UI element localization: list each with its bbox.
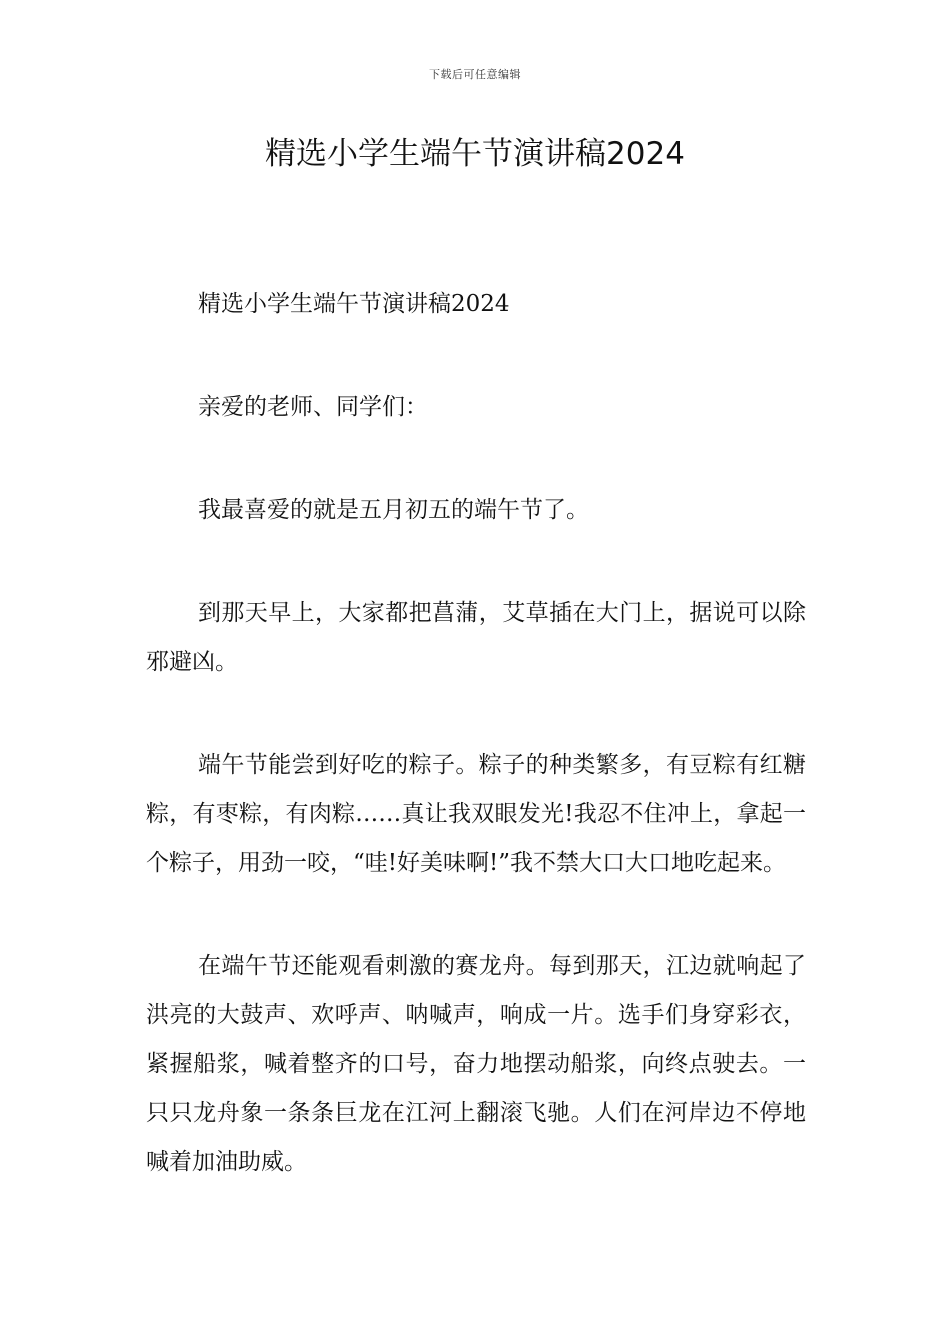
document-body (146, 280, 806, 1241)
paragraph-greeting: 亲爱的老师、同学们： (198, 394, 428, 420)
paragraph: 到那天早上，大家都把菖蒲，艾草插在大门上，据说可以除邪避凶。 (146, 600, 806, 675)
paragraph: 在端午节还能观看刺激的赛龙舟。每到那天，江边就响起了洪亮的大鼓声、欢呼声、呐喊声，响成一片。选手们身穿彩衣，紧握船浆，喊着整齐的口号，奋力地摆动船浆，向终点驶去。一只只龙舟象一条条巨龙在江河上翻滚飞驰。人们在河岸边不停地喊着加油助威。 (146, 953, 806, 1175)
paragraph: 我最喜爱的就是五月初五的端午节了。 (198, 497, 589, 523)
paragraph-subtitle: 精选小学生端午节演讲稿2024 (198, 291, 510, 317)
page-title: 精选小学生端午节演讲稿2024 (265, 136, 685, 172)
paragraph: 端午节能尝到好吃的粽子。粽子的种类繁多，有豆粽有红糖粽，有枣粽，有肉粽……真让我双眼发光!我忍不住冲上，拿起一个粽子，用劲一咬，“哇!好美味啊!”我不禁大口大口地吃起来。 (146, 752, 806, 876)
header-note: 下载后可任意编辑 (429, 68, 521, 81)
